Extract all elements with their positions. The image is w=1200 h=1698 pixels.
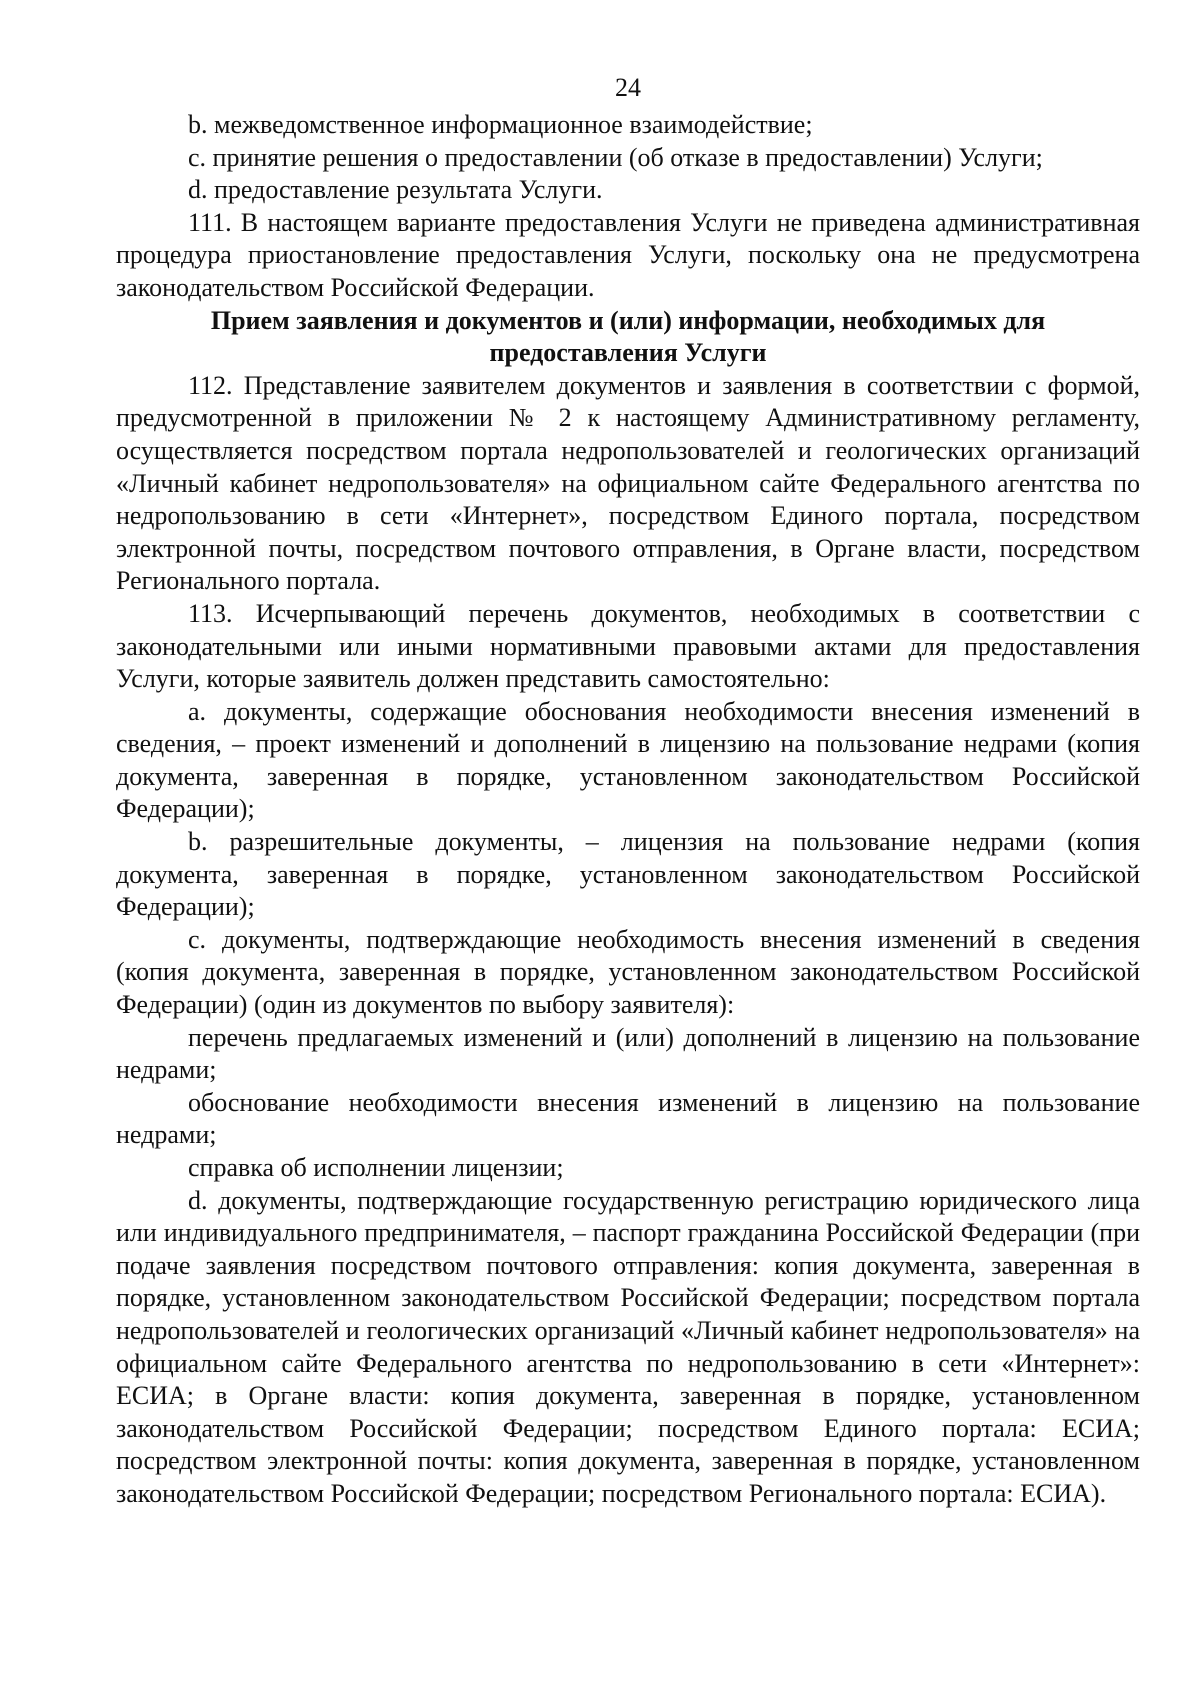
document-item-c: c. документы, подтверждающие необходимость внесения изменений в сведения (копия документа, заверенная в порядке, установленном законодательством Российской Федерации) (один из документов по выбору заявителя):	[116, 924, 1140, 1020]
document-page	[116, 70, 1140, 1511]
paragraph-111: 111. В настоящем варианте предоставления Услуги не приведена административная процедура приостановление предоставления Услуги, поскольку она не предусмотрена законодательством Российской Федерации.	[116, 207, 1140, 302]
sub-item-license-report: справка об исполнении лицензии;	[188, 1153, 564, 1182]
list-item-c: c. принятие решения о предоставлении (об отказе в предоставлении) Услуги;	[188, 142, 1043, 172]
document-item-a: a. документы, содержащие обоснования необходимости внесения изменений в сведения, – проект изменений и дополнений в лицензию на пользование недрами (копия документа, заверенная в порядке, установленном законодательством Российской Федерации);	[116, 696, 1140, 824]
list-item-b: b. межведомственное информационное взаимодействие;	[188, 110, 813, 139]
page-number: 24	[615, 73, 641, 102]
document-item-b: b. разрешительные документы, – лицензия на пользование недрами (копия документа, заверенная в порядке, установленном законодательством Российской Федерации);	[116, 827, 1140, 922]
section-heading: Прием заявления и документов и (или) информации, необходимых для предоставления Услуги	[210, 305, 1046, 368]
paragraph-113: 113. Исчерпывающий перечень документов, необходимых в соответствии с законодательными или иными нормативными правовыми актами для предоставления Услуги, которые заявитель должен представить самостоятельно:	[116, 598, 1140, 694]
document-item-d: d. документы, подтверждающие государственную регистрацию юридического лица или индивидуального предпринимателя, – паспорт гражданина Российской Федерации (при подаче заявления посредством почтового отправления: копия документа, заверенная в порядке, установленном законодательством Российской Федерации; посредством портала недропользователей и геологических организаций «Личный кабинет недропользователя» на официальном сайте Федерального агентства по недропользованию в сети «Интернет»: ЕСИА; в Органе власти: копия документа, заверенная в порядке, установленном законодательством Российской Федерации; посредством Единого портала: ЕСИА; посредством электронной почты: копия документа, заверенная в порядке, установленном законодательством Российской Федерации; посредством Регионального портала: ЕСИА).	[116, 1185, 1140, 1508]
sub-item-justification: обоснование необходимости внесения изменений в лицензию на пользование недрами;	[116, 1087, 1140, 1150]
sub-item-changes-list: перечень предлагаемых изменений и (или) дополнений в лицензию на пользование недрами;	[116, 1022, 1140, 1085]
paragraph-112: 112. Представление заявителем документов и заявления в соответствии с формой, предусмотренной в приложении № 2 к настоящему Административному регламенту, осуществляется посредством портала недропользователей и геологических организаций «Личный кабинет недропользователя» на официальном сайте Федерального агентства по недропользованию в сети «Интернет», посредством Единого портала, посредством электронной почты, посредством почтового отправления, в Органе власти, посредством Регионального портала.	[116, 370, 1140, 596]
list-item-d: d. предоставление результата Услуги.	[188, 175, 603, 205]
